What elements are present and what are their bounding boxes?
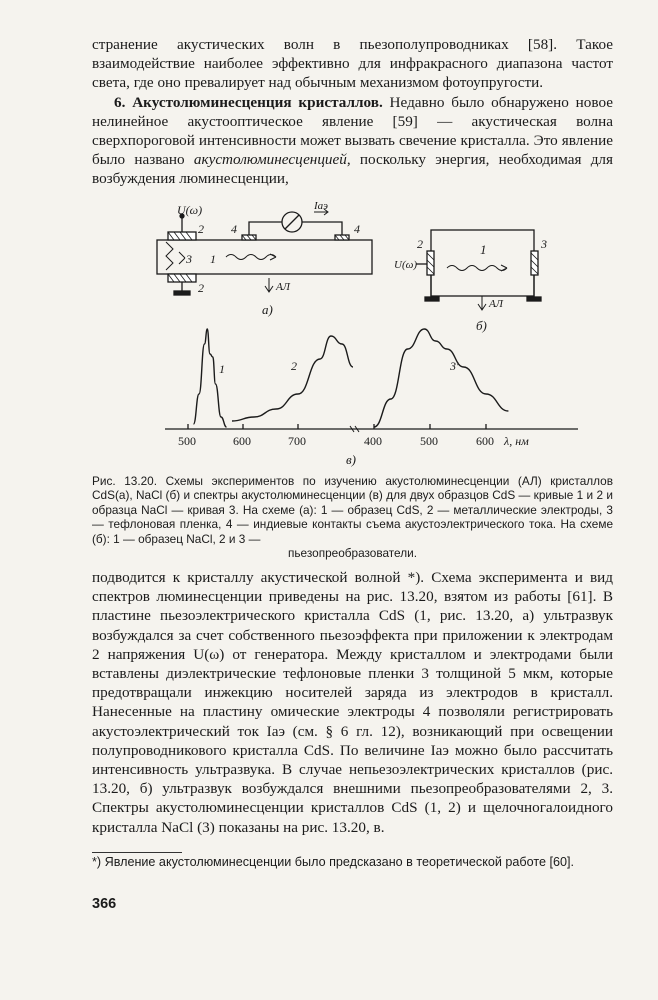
tick-400-right: 400	[364, 434, 382, 448]
curve-label-2: 2	[291, 359, 297, 373]
label-a-2-bottom: 2	[198, 281, 204, 295]
label-c: в)	[346, 452, 356, 467]
label-b-al: АЛ	[489, 298, 503, 310]
tick-600-left: 600	[233, 434, 251, 448]
figure-caption	[92, 474, 613, 560]
figure-13-20	[150, 198, 620, 472]
curve-label-3: 3'	[450, 359, 459, 373]
label-b-3: 3	[541, 237, 547, 251]
spectrum-curve-1	[194, 329, 227, 427]
label-a-4-left: 4	[231, 222, 237, 236]
after-paragraph: подводится к кристаллу акустической волной *). Схема эксперимента и вид спектров люминесценции приведены на рис. 13.20, взятом из работы [61]. В пластине пьезоэлектрического кристалла CdS (1, рис. 13.20, а) ультразвук возбуждался за счет собственного пьезоэффекта при приложении к электродам 2 напряжения U(ω) от генератора. Между кристаллом и электродами были вставлены диэлектрические тефлоновые пленки 3 толщиной 5 мкм, которые предотвращали инжекцию носителей заряда из электродов в кристалл. Нанесенные на пластину омические электроды 4 позволяли регистрировать акустоэлектрический ток Iаэ (см. § 6 гл. 12), возникающий при освещении полупроводникового кристалла CdS. По величине Iаэ можно было рассчитать интенсивность ультразвука. В случае непьезоэлектрических кристаллов (рис. 13.20, б) ультразвук возбуждался внешними пьезопреобразователями 2, 3. Спектры акустолюминесценции кристаллов CdS (1, 2) и щелочногалоидного кристалла NaCl (3) показаны на рис. 13.20, в.	[92, 569, 613, 836]
current-circuit-wires	[249, 222, 342, 235]
label-a: а)	[262, 302, 273, 317]
spectra-plot	[165, 329, 578, 432]
acoustic-wave-b	[447, 265, 507, 271]
x-axis-ticks	[188, 424, 486, 429]
x-axis-unit: λ, нм	[504, 434, 529, 448]
label-a-4-right: 4	[354, 222, 360, 236]
footnote-divider	[92, 852, 182, 853]
curve-label-1: 1	[219, 362, 225, 376]
ground-b-right	[527, 297, 541, 301]
bottom-electrode	[168, 274, 196, 282]
label-b-1: 1	[480, 242, 487, 257]
tick-500-right: 500	[420, 434, 438, 448]
section-heading: 6. Акустолюминесценция кристаллов.	[114, 93, 383, 111]
top-paragraph: странение акустических волн в пьезополупроводниках [58]. Такое взаимодействие наиболее эффективно для инфракрасного диапазона частот света, где оно превалирует над обычным механизмом фотоупругости.	[92, 36, 613, 92]
footnote: *) Явление акустолюминесценции было предсказано в теоретической работе [60].	[92, 855, 574, 869]
page-number: 366	[92, 896, 117, 912]
label-a-2-top: 2	[198, 222, 204, 236]
tick-500-left: 500	[178, 434, 196, 448]
label-a-al: АЛ	[276, 281, 290, 293]
nacl-sample	[431, 230, 534, 296]
acoustic-wave-a	[226, 254, 276, 260]
section-text-part1: Недавно было обнаружено новое нелинейное акустооптическое явление [59] — акустическая волна сверхпороговой интенсивности может вызвать свечение кристалла. Это явление было названо	[92, 93, 613, 169]
label-a-3: 3	[186, 252, 192, 266]
luminescence-arrow-b	[478, 296, 486, 310]
ground-symbol	[174, 291, 190, 295]
caption-last-line: пьезопреобразователи.	[288, 546, 417, 561]
tick-700-left: 700	[288, 434, 306, 448]
wave-source-mark	[179, 252, 185, 264]
tick-600-right: 600	[476, 434, 494, 448]
label-b: б)	[476, 318, 487, 333]
section-paragraph	[92, 93, 613, 189]
caption-main: Рис. 13.20. Схемы экспериментов по изучению акустолюминесценции (АЛ) кристаллов CdS(а), NaCl (б) и спектры акустолюминесценции (в) для двух образцов CdS — кривые 1 и 2 и образца NaCl — кривая 3. На схеме (а): 1 — образец CdS, 2 — металлические электроды, 3 — тефлоновая пленка, 4 — индиевые контакты съема акустоэлектрического тока. На схеме (б): 1 — образец NaCl, 2 и 3 —	[92, 474, 613, 546]
top-text-block	[92, 35, 613, 189]
top-electrode	[168, 232, 196, 240]
spectrum-curve-3	[374, 329, 508, 427]
diagram-b	[416, 230, 541, 310]
spectrum-curve-2	[232, 336, 353, 421]
teflon-film	[166, 242, 173, 270]
section-text-part2: , поскольку энергия, необходимая для возбуждения люминесценции,	[92, 151, 613, 188]
transducer-leads	[431, 275, 534, 297]
label-a-current: Iаэ	[314, 200, 329, 212]
ammeter-needle	[285, 215, 299, 229]
label-b-2: 2	[417, 237, 423, 251]
ground-b-left	[425, 297, 439, 301]
luminescence-arrow-a	[265, 278, 273, 292]
after-text-block	[92, 568, 613, 837]
label-a-voltage: U(ω)	[177, 203, 203, 217]
label-b-voltage: U(ω)	[394, 259, 418, 271]
section-term: акустолюминесценцией	[193, 151, 347, 169]
label-a-1: 1	[210, 252, 216, 266]
